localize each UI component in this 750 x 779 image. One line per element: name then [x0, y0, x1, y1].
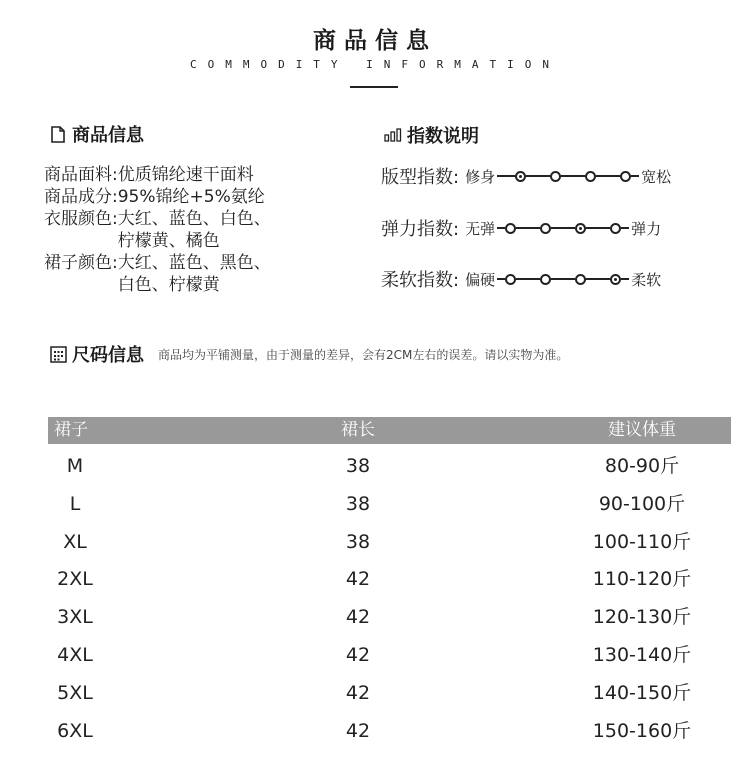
cell-weight: 80-90斤 — [604, 455, 680, 477]
table-row — [48, 712, 731, 750]
size-info-heading — [48, 341, 568, 367]
cell-length: 42 — [345, 606, 371, 628]
cell-weight: 150-160斤 — [592, 720, 692, 742]
info-row-skirt-colors — [44, 252, 271, 296]
index-right-label: 柔软 — [631, 270, 662, 289]
scale-dot — [585, 171, 596, 182]
index-right-label: 弹力 — [631, 219, 662, 238]
cell-size: L — [69, 493, 81, 515]
product-info-list — [44, 164, 271, 296]
cell-weight: 140-150斤 — [592, 682, 692, 704]
cell-size: 6XL — [57, 720, 93, 742]
scale-dot — [550, 171, 561, 182]
cell-length: 38 — [345, 455, 371, 477]
scale-dot — [620, 171, 631, 182]
index-row-fit — [381, 163, 671, 189]
size-info-note: 商品均为平铺测量，由于测量的差异，会有2CM左右的误差。请以实物为准。 — [158, 347, 569, 362]
index-left-label: 无弹 — [465, 219, 496, 238]
cell-size: 2XL — [57, 568, 93, 590]
table-row — [48, 485, 731, 523]
index-scale — [497, 171, 639, 182]
scale-dot-selected — [575, 223, 586, 234]
cell-weight: 120-130斤 — [592, 606, 692, 628]
scale-dot — [575, 274, 586, 285]
cell-weight: 100-110斤 — [592, 531, 692, 553]
column-header-length: 裙长 — [341, 420, 375, 440]
table-row — [48, 523, 731, 561]
scale-dot-selected — [515, 171, 526, 182]
cell-weight: 90-100斤 — [598, 493, 686, 515]
index-right-label: 宽松 — [641, 167, 672, 186]
scale-dot — [540, 274, 551, 285]
index-left-label: 偏硬 — [465, 270, 496, 289]
info-label: 裙子颜色: — [44, 253, 118, 273]
column-header-skirt: 裙子 — [54, 420, 88, 440]
info-row-top-colors — [44, 208, 271, 252]
info-value: 大红、蓝色、黑色、 白色、柠檬黄 — [117, 253, 271, 295]
table-row — [48, 636, 731, 674]
scale-dot — [505, 274, 516, 285]
cell-size: 4XL — [57, 644, 93, 666]
scale-dot-selected — [610, 274, 621, 285]
table-row — [48, 598, 731, 636]
scale-dot — [540, 223, 551, 234]
index-label: 弹力指数: — [381, 219, 460, 240]
cell-length: 42 — [345, 720, 371, 742]
index-row-softness — [381, 266, 661, 292]
index-row-elasticity — [381, 215, 661, 241]
cell-size: 5XL — [57, 682, 93, 704]
document-icon — [48, 124, 68, 144]
table-row — [48, 674, 731, 712]
page-title: 商品信息 — [313, 28, 437, 54]
cell-weight: 130-140斤 — [592, 644, 692, 666]
info-label: 商品面料: — [44, 165, 118, 185]
column-header-weight: 建议体重 — [608, 420, 676, 440]
cell-length: 38 — [345, 531, 371, 553]
info-row-composition — [44, 186, 271, 208]
bar-chart-icon — [383, 125, 403, 145]
index-scale — [497, 223, 629, 234]
page-subtitle: COMMODITY INFORMATION — [189, 58, 561, 71]
info-value: 优质锦纶速干面料 — [117, 165, 254, 185]
cell-length: 38 — [345, 493, 371, 515]
index-scale — [497, 274, 629, 285]
index-heading — [383, 122, 479, 148]
cell-length: 42 — [345, 568, 371, 590]
title-divider — [350, 86, 398, 88]
info-value: 95%锦纶+5%氨纶 — [117, 187, 265, 207]
grid-calendar-icon — [48, 344, 68, 364]
table-row — [48, 560, 731, 598]
size-info-heading-text: 尺码信息 — [72, 345, 144, 366]
cell-length: 42 — [345, 644, 371, 666]
index-left-label: 修身 — [465, 167, 496, 186]
table-row — [48, 447, 731, 485]
index-label: 版型指数: — [381, 167, 460, 188]
cell-weight: 110-120斤 — [592, 568, 692, 590]
index-label: 柔软指数: — [381, 270, 460, 291]
cell-size: XL — [63, 531, 87, 553]
scale-dot — [505, 223, 516, 234]
info-value: 大红、蓝色、白色、 柠檬黄、橘色 — [117, 209, 271, 251]
info-label: 商品成分: — [44, 187, 118, 207]
cell-length: 42 — [345, 682, 371, 704]
scale-dot — [610, 223, 621, 234]
product-info-heading — [48, 121, 144, 147]
info-label: 衣服颜色: — [44, 209, 118, 229]
cell-size: 3XL — [57, 606, 93, 628]
size-table-header — [48, 417, 731, 444]
index-heading-text: 指数说明 — [407, 126, 479, 147]
product-info-heading-text: 商品信息 — [72, 125, 144, 146]
cell-size: M — [66, 455, 84, 477]
info-row-fabric — [44, 164, 271, 186]
